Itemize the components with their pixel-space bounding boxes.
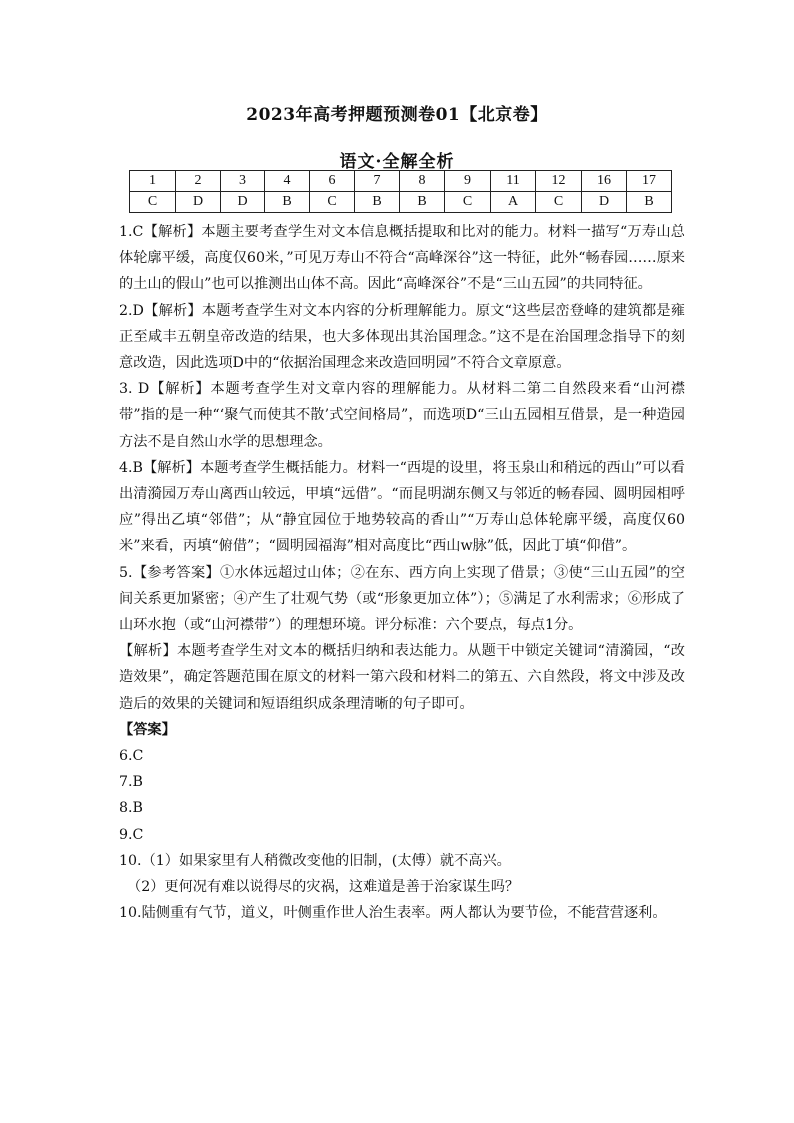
answer-item-5-analysis: 【解析】本题考查学生对文本的概括归纳和表达能力。从题干中锁定关键词“清漪园，“改造效果”，确定答题范围在原文的材料一第六段和材料二的第五、六自然段，将文中涉及改造后的效果的关键词和短语组织成条理清晰的句子即可。 [119,643,685,712]
page-subtitle: 语文·全解全析 [339,152,455,172]
answer-item-3: 3. D【解析】本题考查学生对文章内容的理解能力。从材料二第二自然段来看“山河襟带”指的是一种“‘聚气而使其不散’式空间格局”，而选项D“三山五园相互借景，是一种造园方法不是自然山水学的思想理念。 [119,381,685,450]
question-number-cell: 11 [491,171,536,192]
answer-cell: B [400,192,445,213]
answer-cell: B [627,192,672,213]
question-number-cell: 8 [400,171,445,192]
answer-item-5: 5.【参考答案】①水体远超过山体；②在东、西方向上实现了借景；③使“三山五园”的空间关系更加紧密；④产生了壮观气势（或“形象更加立体”）；⑤满足了水利需求；⑥形成了山环水抱（或“山河襟带”）的理想环境。评分标准：六个要点，每点1分。 [119,564,685,634]
answer-item-6: 6.C [119,748,144,765]
answer-cell: D [221,192,265,213]
answer-item-10-part-2: （2）更何况有难以说得尽的灾祸，这难道是善于治家谋生吗？ [127,879,520,896]
question-number-cell: 1 [130,171,176,192]
answer-table-answer-row [130,192,672,213]
answer-item-8: 8.B [119,800,143,817]
answer-section-heading: 【答案】 [119,721,176,738]
question-number-cell: 16 [582,171,627,192]
answer-item-2: 2.D【解析】本题考查学生对文本内容的分析理解能力。原文“这些层峦登峰的建筑都是雍正至咸丰五朝皇帝改造的结果，也大多体现出其治国理念。”这不是在治国理念指导下的刻意改造，因此选项D中的“依据治国理念来改造回明园”不符合文章原意。 [119,302,685,372]
answer-cell: B [355,192,400,213]
answer-item-10-part-1: 10.（1）如果家里有人稍微改变他的旧制，(太傅）就不高兴。 [119,852,511,869]
answer-table-number-row [130,171,672,192]
answer-item-4: 4.B【解析】本题考查学生概括能力。材料一“西堤的设里，将玉泉山和稍远的西山”可以看出清漪园万寿山离西山较远，甲填“远借”。“而昆明湖东侧又与邻近的畅春园、圆明园相呼应”得出乙填“邻借”；从“静宜园位于地势较高的香山”“万寿山总体轮廓平缓，高度仅60米”来看，丙填“俯借”；“圆明园福海”相对高度比“西山w脉”低，因此丁填“仰借”。 [119,459,685,555]
question-number-cell: 9 [445,171,491,192]
question-number-cell: 17 [627,171,672,192]
question-number-cell: 3 [221,171,265,192]
question-number-cell: 12 [536,171,582,192]
answer-item-9: 9.C [119,826,144,843]
answer-item-7: 7.B [119,774,143,791]
answer-cell: A [491,192,536,213]
answer-item-10-comparison: 10.陆侧重有气节，道义，叶侧重作世人治生表率。两人都认为要节俭，不能营营逐利。 [119,905,667,922]
answer-item-1: 1.C【解析】本题主要考查学生对文本信息概括提取和比对的能力。材料一描写“万寿山总体轮廓平缓，高度仅60米，”可见万寿山不符合“高峰深谷”这一特征，此外“畅春园……原来的土山的假山”也可以推测出山体不高。因此“高峰深谷”不是“三山五园”的共同特征。 [119,224,685,293]
page-title: 2023年高考押题预测卷01【北京卷】 [246,105,548,125]
analysis-body [119,219,685,926]
answer-cell: B [265,192,310,213]
answer-cell: D [582,192,627,213]
answer-cell: C [536,192,582,213]
question-number-cell: 7 [355,171,400,192]
answer-cell: D [176,192,221,213]
answer-cell: C [310,192,355,213]
answer-cell: C [445,192,491,213]
question-number-cell: 4 [265,171,310,192]
answer-cell: C [130,192,176,213]
question-number-cell: 2 [176,171,221,192]
question-number-cell: 6 [310,171,355,192]
answer-table [129,170,672,213]
